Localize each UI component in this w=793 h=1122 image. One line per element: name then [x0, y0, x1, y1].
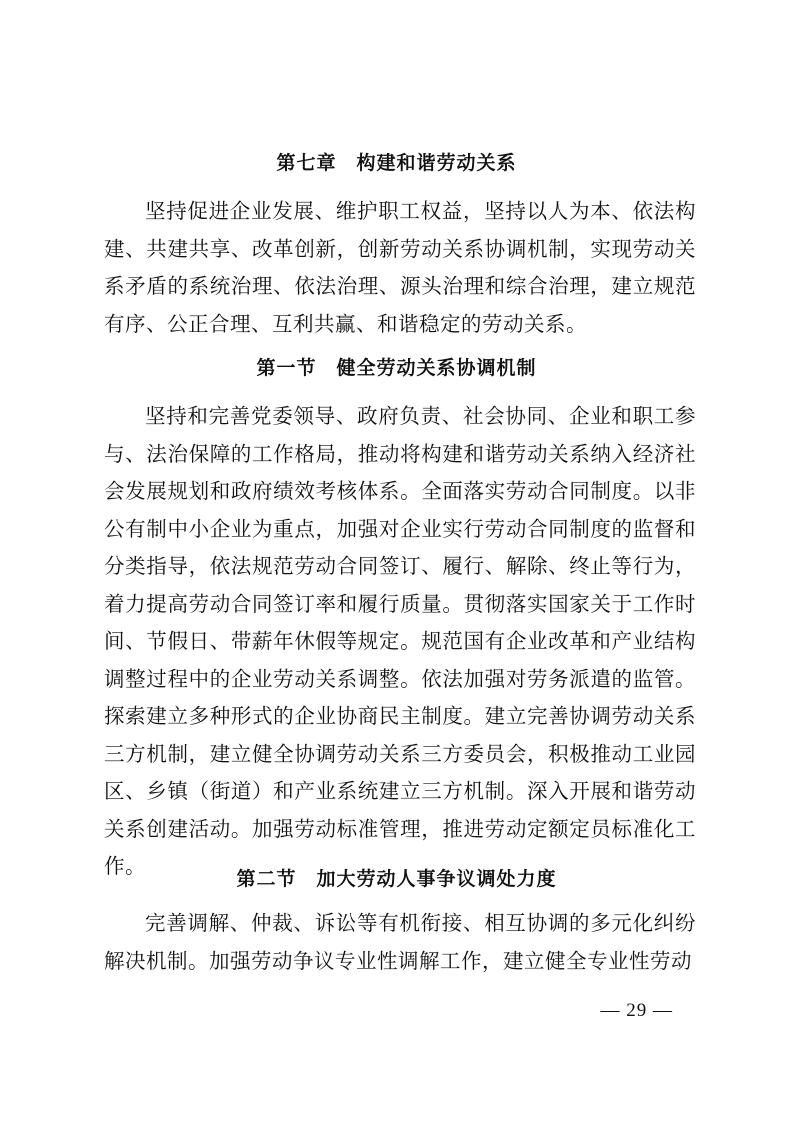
chapter-intro-paragraph: 坚持促进企业发展、维护职工权益，坚持以人为本、依法构建、共建共享、改革创新，创新劳动关系协调机制，实现劳动关系矛盾的系统治理、依法治理、源头治理和综合治理，建立规范有序、公正合理、互利共赢、和谐稳定的劳动关系。 — [104, 199, 696, 336]
section-1-paragraph: 坚持和完善党委领导、政府负责、社会协同、企业和职工参与、法治保障的工作格局，推动将构建和谐劳动关系纳入经济社会发展规划和政府绩效考核体系。全面落实劳动合同制度。以非公有制中小企业为重点，加强对企业实行劳动合同制度的监督和分类指导，依法规范劳动合同签订、履行、解除、终止等行为，着力提高劳动合同签订率和履行质量。贯彻落实国家关于工作时间、节假日、带薪年休假等规定。规范国有企业改革和产业结构调整过程中的企业劳动关系调整。依法加强对劳务派遣的监管。探索建立多种形式的企业协商民主制度。建立完善协调劳动关系三方机制，建立健全协调劳动关系三方委员会，积极推动工业园区、乡镇（街道）和产业系统建立三方机制。深入开展和谐劳动关系创建活动。加强劳动标准管理，推进劳动定额定员标准化工作。 — [104, 404, 696, 878]
section-2-title: 第二节 加大劳动人事争议调处力度 — [236, 868, 557, 890]
section-1-title: 第一节 健全劳动关系协调机制 — [256, 357, 537, 379]
chapter-title: 第七章 构建和谐劳动关系 — [276, 152, 517, 174]
section-2-paragraph: 完善调解、仲裁、诉讼等有机衔接、相互协调的多元化纠纷解决机制。加强劳动争议专业性调解工作，建立健全专业性劳动 — [104, 911, 696, 973]
page-number: — 29 — — [600, 1000, 673, 1021]
